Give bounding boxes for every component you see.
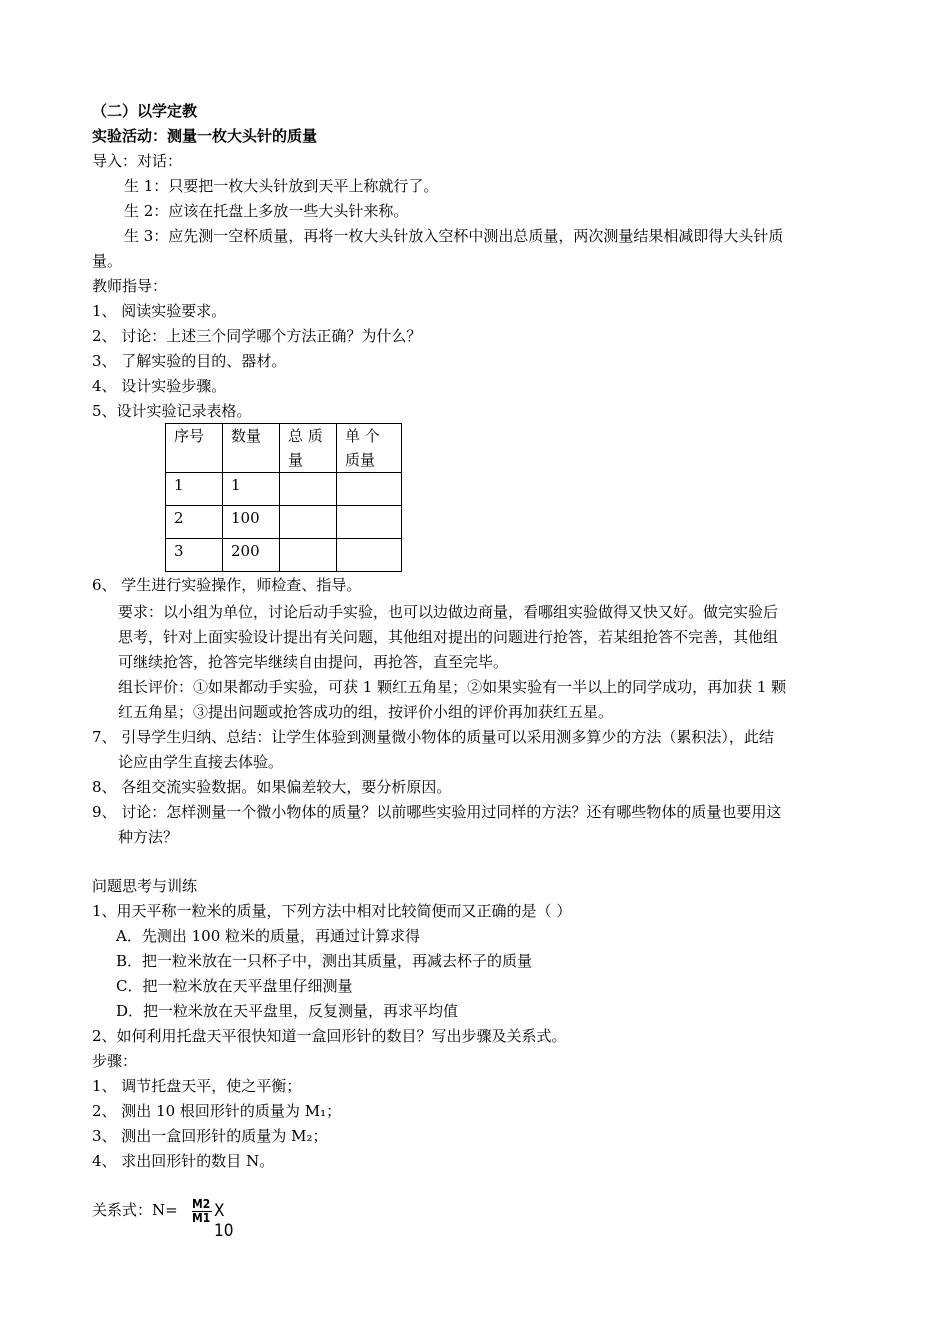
step-item-6: 6、 学生进行实验操作，师检查、指导。 bbox=[92, 576, 362, 594]
guide-item-5: 5、设计实验记录表格。 bbox=[92, 402, 252, 420]
table-cell: 2 bbox=[166, 506, 223, 539]
table-header-cell: 数量 bbox=[223, 424, 280, 473]
step-item-8: 8、 各组交流实验数据。如果偏差较大，要分析原因。 bbox=[92, 778, 452, 796]
intro-label: 导入：对话： bbox=[92, 152, 183, 170]
formula-numerator: M2 bbox=[192, 1197, 211, 1211]
table-header-row bbox=[166, 424, 402, 473]
question-2: 2、如何利用托盘天平很快知道一盒回形针的数目？写出步骤及关系式。 bbox=[92, 1027, 567, 1045]
answer-step-3: 3、 测出一盒回形针的质量为 M₂； bbox=[92, 1127, 328, 1145]
activity-title: 实验活动：测量一枚大头针的质量 bbox=[92, 127, 318, 145]
record-table bbox=[165, 423, 402, 572]
formula-denominator: M1 bbox=[192, 1211, 211, 1225]
requirement-line-3: 可继续抢答，抢答完毕继续自由提问，再抢答，直至完毕。 bbox=[118, 653, 509, 671]
requirement-line-2: 思考，针对上面实验设计提出有关问题，其他组对提出的问题进行抢答，若某组抢答不完善，其他组 bbox=[118, 628, 779, 646]
practice-title: 问题思考与训练 bbox=[92, 877, 198, 895]
option-b: B．把一粒米放在一只杯子中，测出其质量，再减去杯子的质量 bbox=[116, 952, 533, 970]
guide-item-4: 4、 设计实验步骤。 bbox=[92, 377, 227, 395]
option-a: A．先测出 100 粒米的质量，再通过计算求得 bbox=[116, 927, 421, 945]
guide-item-2: 2、 讨论：上述三个同学哪个方法正确？为什么？ bbox=[92, 327, 422, 345]
section-heading: （二）以学定教 bbox=[92, 102, 198, 120]
guide-item-1: 1、 阅读实验要求。 bbox=[92, 302, 227, 320]
evaluation-line-1: 组长评价：①如果都动手实验，可获 1 颗红五角星；②如果实验有一半以上的同学成功，再加获 1 颗 bbox=[118, 678, 787, 696]
table-cell bbox=[280, 539, 337, 572]
table-cell: 200 bbox=[223, 539, 280, 572]
step-item-9-cont: 种方法？ bbox=[118, 828, 179, 846]
relation-label: 关系式：N= bbox=[92, 1201, 178, 1219]
table-cell bbox=[280, 506, 337, 539]
dialog-student-2: 生 2：应该在托盘上多放一些大头针来称。 bbox=[124, 202, 409, 220]
guide-label: 教师指导： bbox=[92, 277, 168, 295]
steps-label: 步骤： bbox=[92, 1052, 138, 1070]
option-c: C．把一粒米放在天平盘里仔细测量 bbox=[116, 977, 353, 995]
guide-item-3: 3、 了解实验的目的、器材。 bbox=[92, 352, 287, 370]
step-item-7: 7、 引导学生归纳、总结：让学生体验到测量微小物体的质量可以采用测多算少的方法（累积法），此结 bbox=[92, 728, 774, 746]
table-cell bbox=[337, 506, 402, 539]
table-cell: 3 bbox=[166, 539, 223, 572]
dialog-student-3: 生 3：应先测一空杯质量，再将一枚大头针放入空杯中测出总质量，两次测量结果相减即得大头针质 bbox=[124, 227, 784, 245]
step-item-9: 9、 讨论：怎样测量一个微小物体的质量？以前哪些实验用过同样的方法？还有哪些物体的质量也要用这 bbox=[92, 803, 782, 821]
step-item-7-cont: 论应由学生直接去体验。 bbox=[118, 753, 284, 771]
answer-step-2: 2、 测出 10 根回形针的质量为 M₁； bbox=[92, 1102, 342, 1120]
table-row bbox=[166, 473, 402, 506]
table-cell bbox=[337, 473, 402, 506]
option-d: D．把一粒米放在天平盘里，反复测量，再求平均值 bbox=[116, 1002, 459, 1020]
requirement-line-1: 要求：以小组为单位，讨论后动手实验，也可以边做边商量，看哪组实验做得又快又好。做完实验后 bbox=[118, 603, 779, 621]
formula-multiplier: X 10 bbox=[214, 1201, 234, 1241]
table-cell bbox=[337, 539, 402, 572]
table-row bbox=[166, 506, 402, 539]
table-header-cell: 序号 bbox=[166, 424, 223, 473]
table-row bbox=[166, 539, 402, 572]
dialog-student-3-cont: 量。 bbox=[92, 252, 123, 270]
table-cell: 1 bbox=[166, 473, 223, 506]
table-cell: 100 bbox=[223, 506, 280, 539]
table-header-cell: 总 质 量 bbox=[280, 424, 337, 473]
table-header-cell: 单 个 质量 bbox=[337, 424, 402, 473]
answer-step-4: 4、 求出回形针的数目 N。 bbox=[92, 1152, 275, 1170]
question-1: 1、用天平称一粒米的质量，下列方法中相对比较简便而又正确的是（ ） bbox=[92, 902, 572, 920]
table-cell bbox=[280, 473, 337, 506]
dialog-student-1: 生 1：只要把一枚大头针放到天平上称就行了。 bbox=[124, 177, 439, 195]
evaluation-line-2: 红五角星；③提出问题或抢答成功的组，按评价小组的评价再加获红五星。 bbox=[118, 703, 614, 721]
table-cell: 1 bbox=[223, 473, 280, 506]
answer-step-1: 1、 调节托盘天平，使之平衡； bbox=[92, 1077, 302, 1095]
